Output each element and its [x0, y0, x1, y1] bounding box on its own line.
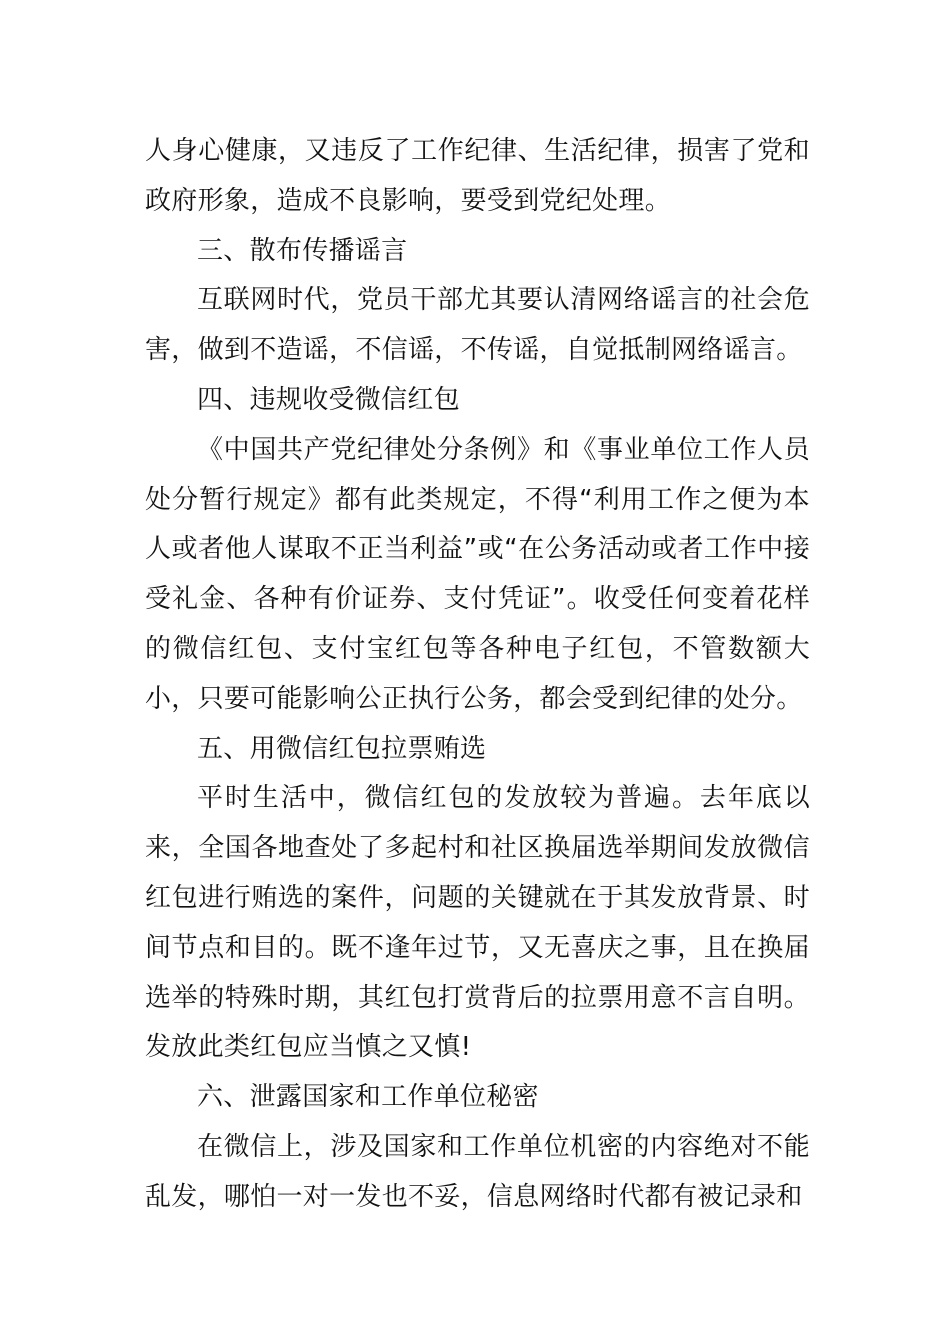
paragraph-continued: 人身心健康，又违反了工作纪律、生活纪律，损害了党和政府形象，造成不良影响，要受到党纪处理。: [145, 136, 810, 216]
section-heading-4: 四、违规收受微信红包: [197, 384, 461, 415]
section-heading-3: 三、散布传播谣言: [197, 235, 408, 266]
paragraph-vote-buying: 平时生活中，微信红包的发放较为普遍。去年底以来，全国各地查处了多起村和社区换届选举期间发放微信红包进行贿选的案件，问题的关键就在于其发放背景、时间节点和目的。既不逢年过节，又无喜庆之事，且在换届选举的特殊时期，其红包打赏背后的拉票用意不言自明。发放此类红包应当慎之又慎!: [145, 783, 810, 1063]
paragraph-secrets: 在微信上，涉及国家和工作单位机密的内容绝对不能乱发，哪怕一对一发也不妥，信息网络时代都有被记录和: [145, 1131, 810, 1212]
section-heading-6: 六、泄露国家和工作单位秘密: [197, 1082, 539, 1113]
section-heading-5: 五、用微信红包拉票贿选: [197, 733, 487, 764]
paragraph-red-envelopes: 《中国共产党纪律处分条例》和《事业单位工作人员处分暂行规定》都有此类规定，不得“利用工作之便为本人或者他人谋取不正当利益”或“在公务活动或者工作中接受礼金、各种有价证券、支付凭证”。收受任何变着花样的微信红包、支付宝红包等各种电子红包，不管数额大小，只要可能影响公正执行公务，都会受到纪律的处分。: [145, 434, 810, 714]
paragraph-rumors: 互联网时代，党员干部尤其要认清网络谣言的社会危害，做到不造谣，不信谣，不传谣，自觉抵制网络谣言。: [145, 285, 810, 366]
document-body: [145, 127, 810, 1223]
